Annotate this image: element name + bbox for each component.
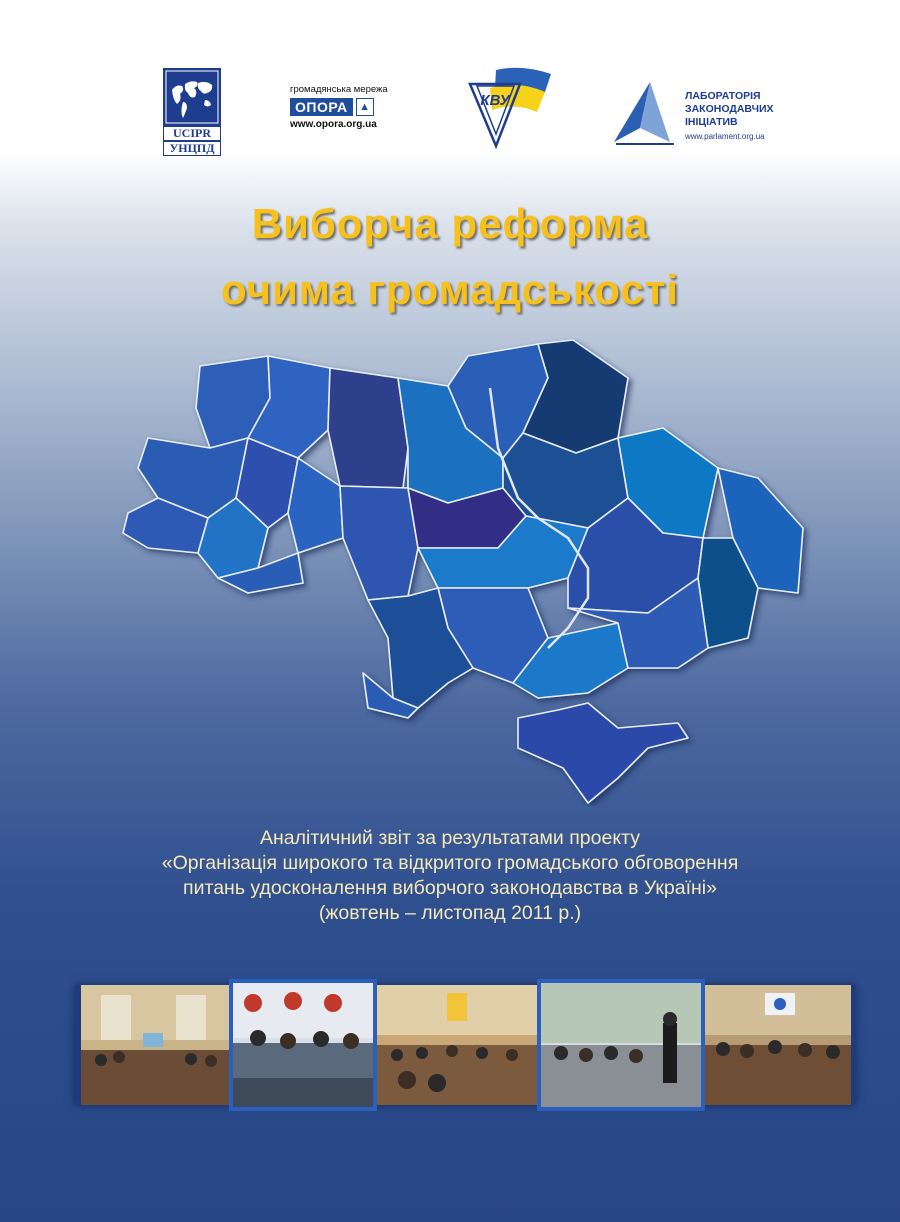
ucipr-logo [163,68,221,156]
lab-line2: ЗАКОНОДАВЧИХ [685,103,774,115]
kvu-name: КВУ [480,92,510,109]
ucipr-logo-line1: UCIPR [163,126,221,141]
subtitle-line2: «Організація широкого та відкритого громадського обговорення [161,852,739,874]
subtitle-line1: Аналітичний звіт за результатами проекту [260,827,640,849]
opora-subtitle: громадянська мережа [290,84,388,95]
lab-url: www.parlament.org.ua [685,132,765,141]
title-line1: Виборча реформа [251,200,649,247]
world-map-icon [163,68,221,126]
lab-line1: ЛАБОРАТОРІЯ [685,90,761,102]
title-line2: очима громадськості [221,266,679,313]
triangle-icon: ▲ [356,98,374,116]
meeting-photo-4 [537,979,705,1111]
meeting-photo-3 [377,985,537,1105]
lab-line3: ІНІЦІАТИВ [685,116,738,128]
region-vinnytsia [340,486,418,600]
region-khmelnytskyi [288,458,343,553]
opora-logo [290,84,400,136]
lab-logo [610,78,800,148]
subtitle-line3: питань удосконалення виборчого законодавства в Україні» [183,877,717,899]
kvu-logo [466,62,556,154]
photo-strip [75,985,855,1105]
region-crimea [518,703,688,803]
subtitle-line4: (жовтень – листопад 2011 р.) [318,902,582,924]
sail-icon [610,78,680,148]
meeting-photo-2 [229,979,377,1111]
meeting-photo-5 [705,985,851,1105]
region-zhytomyr [328,368,408,488]
opora-name: ОПОРА [290,98,353,116]
opora-url: www.opora.org.ua [290,119,377,130]
ucipr-logo-line2: УНЦПД [163,141,221,156]
ukraine-regions-map [118,338,813,806]
meeting-photo-1 [81,985,229,1105]
report-subtitle [60,826,840,926]
